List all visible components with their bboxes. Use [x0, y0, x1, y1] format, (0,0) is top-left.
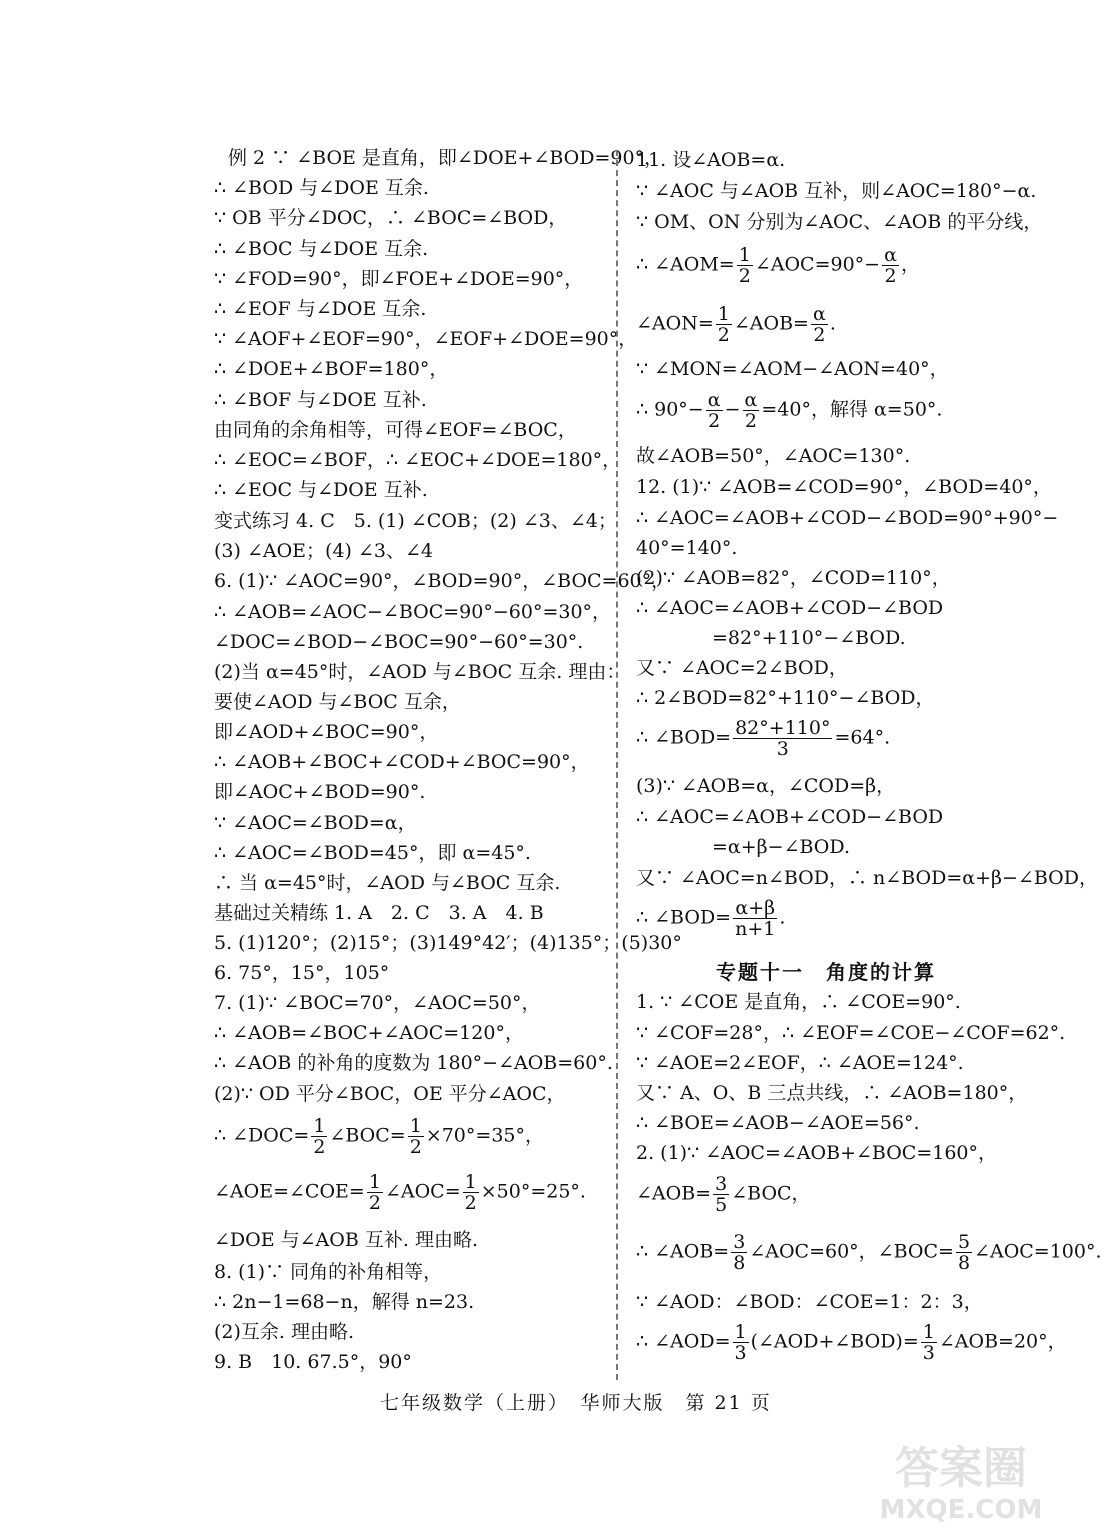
left-line: 要使∠AOD 与∠BOC 互余，: [214, 691, 461, 713]
left-line: 例 2 ∵ ∠BOE 是直角，即∠DOE+∠BOD=90°，: [228, 147, 664, 169]
left-line: ∴ 2n−1=68−n，解得 n=23.: [214, 1291, 475, 1313]
left-line: 即∠AOD+∠BOC=90°，: [214, 721, 439, 743]
right-fraction-line-aob: ∠AOB= $\frac{3}{5}$ ∠BOC，: [636, 1173, 811, 1216]
left-line: 8. (1)∵ 同角的补角相等，: [214, 1261, 443, 1283]
right-line: ∵ ∠AOD：∠BOD：∠COE=1：2：3，: [636, 1291, 983, 1313]
right-line: 12. (1)∵ ∠AOB=∠COD=90°，∠BOD=40°，: [636, 476, 1052, 498]
left-line: 由同角的余角相等，可得∠EOF=∠BOC，: [214, 419, 577, 441]
left-line: ∵ OB 平分∠DOC，∴ ∠BOC=∠BOD，: [214, 207, 568, 229]
left-line: ∴ ∠EOC=∠BOF，∴ ∠EOC+∠DOE=180°，: [214, 449, 622, 471]
right-line: (2)∵ ∠AOB=82°，∠COD=110°，: [636, 567, 951, 589]
section-title: 专题十一 角度的计算: [716, 960, 936, 984]
right-line: 2. (1)∵ ∠AOC=∠AOB+∠BOC=160°，: [636, 1142, 998, 1164]
left-line: ∴ ∠BOD 与∠DOE 互余.: [214, 177, 429, 199]
right-line: =α+β−∠BOD.: [712, 836, 850, 858]
right-line: ∴ ∠AOC=∠AOB+∠COD−∠BOD: [636, 806, 944, 828]
left-line: 即∠AOC+∠BOD=90°.: [214, 781, 426, 803]
column-divider: [616, 150, 618, 1380]
left-line: 变式练习 4. C 5. (1) ∠COB；(2) ∠3、∠4；: [214, 510, 617, 532]
left-line: ∵ ∠AOC=∠BOD=α，: [214, 812, 417, 834]
left-line: ∴ ∠BOC 与∠DOE 互余.: [214, 238, 429, 260]
left-line: ∵ ∠AOF+∠EOF=90°，∠EOF+∠DOE=90°，: [214, 328, 638, 350]
right-line: ∵ ∠MON=∠AOM−∠AON=40°，: [636, 358, 949, 380]
left-line: ∴ ∠AOC=∠BOD=45°，即 α=45°.: [214, 842, 531, 864]
left-fraction-line-2: ∠AOE=∠COE= $\frac{1}{2}$ ∠AOC= $\frac{1}{2}$ ×50°=25°.: [214, 1171, 586, 1214]
watermark-url: MXQE.COM: [879, 1495, 1043, 1525]
right-line: ∴ ∠BOE=∠AOB−∠AOE=56°.: [636, 1112, 920, 1134]
left-line: 7. (1)∵ ∠BOC=70°，∠AOC=50°，: [214, 992, 541, 1014]
left-line: ∴ ∠AOB 的补角的度数为 180°−∠AOB=60°.: [214, 1052, 613, 1074]
right-line: 又∵ ∠AOC=n∠BOD，∴ n∠BOD=α+β−∠BOD，: [636, 867, 1098, 889]
right-line: ∵ ∠AOE=2∠EOF，∴ ∠AOE=124°.: [636, 1052, 964, 1074]
right-line: 故∠AOB=50°，∠AOC=130°.: [636, 445, 911, 467]
right-line: 1. ∵ ∠COE 是直角，∴ ∠COE=90°.: [636, 991, 961, 1013]
page-footer: 七年级数学（上册） 华师大版 第 21 页: [380, 1392, 772, 1414]
left-line: (3) ∠AOE；(4) ∠3、∠4: [214, 540, 434, 562]
right-fraction-line-aom: ∴ ∠AOM= $\frac{1}{2}$ ∠AOC=90°− $\frac{\alpha}{2}$ ，: [636, 244, 920, 287]
left-line: ∴ ∠AOB=∠AOC−∠BOC=90°−60°=30°，: [214, 601, 612, 623]
left-line: (2)∵ OD 平分∠BOC，OE 平分∠AOC，: [214, 1083, 566, 1105]
right-fraction-line-bod: ∴ ∠BOD= $\frac{82^\circ+110^\circ}{3}$ =64°.: [636, 717, 891, 760]
right-fraction-line-aod: ∴ ∠AOD= $\frac{1}{3}$ (∠AOD+∠BOD)= $\frac{1}{3}$ ∠AOB=20°，: [636, 1321, 1067, 1364]
right-line: =82°+110°−∠BOD.: [712, 627, 906, 649]
right-line: ∵ ∠AOC 与∠AOB 互补，则∠AOC=180°−α.: [636, 180, 1037, 202]
right-line: 11. 设∠AOB=α.: [636, 149, 786, 171]
right-line: ∴ 2∠BOD=82°+110°−∠BOD，: [636, 687, 935, 709]
right-line: 又∵ A、O、B 三点共线，∴ ∠AOB=180°，: [636, 1082, 1028, 1104]
right-fraction-line-aob-boc: ∴ ∠AOB= $\frac{3}{8}$ ∠AOC=60°，∠BOC= $\frac{5}{8}$ ∠AOC=100°.: [636, 1231, 1102, 1274]
left-line: ∴ 当 α=45°时，∠AOD 与∠BOC 互余.: [214, 872, 561, 894]
left-line: 基础过关精练 1. A 2. C 3. A 4. B: [214, 902, 544, 924]
right-line: ∵ OM、ON 分别为∠AOC、∠AOB 的平分线，: [636, 211, 1043, 233]
left-line: ∴ ∠AOB=∠BOC+∠AOC=120°，: [214, 1022, 524, 1044]
watermark-text: 答案圈: [895, 1443, 1027, 1494]
right-line: 40°=140°.: [636, 537, 738, 559]
left-line: (2)当 α=45°时，∠AOD 与∠BOC 互余. 理由：: [214, 661, 626, 683]
right-fraction-line-aon: ∠AON= $\frac{1}{2}$ ∠AOB= $\frac{\alpha}{2}$ .: [636, 303, 836, 346]
right-fraction-line-alpha: ∴ 90°− $\frac{\alpha}{2}$ − $\frac{\alpha}{2}$ =40°，解得 α=50°.: [636, 389, 943, 432]
left-line: ∴ ∠AOB+∠BOC+∠COD+∠BOC=90°，: [214, 751, 590, 773]
left-line: ∴ ∠BOF 与∠DOE 互补.: [214, 389, 427, 411]
left-line: ∴ ∠DOE+∠BOF=180°，: [214, 358, 449, 380]
right-fraction-line-bod-general: ∴ ∠BOD= $\frac{\alpha+\beta}{n+1}$ .: [636, 897, 786, 940]
left-line: 5. (1)120°；(2)15°；(3)149°42′；(4)135°；(5)30°: [214, 932, 682, 954]
right-line: 又∵ ∠AOC=2∠BOD，: [636, 657, 848, 679]
right-line: (3)∵ ∠AOB=α，∠COD=β，: [636, 775, 896, 797]
right-line: ∴ ∠AOC=∠AOB+∠COD−∠BOD: [636, 597, 944, 619]
left-line: 6. (1)∵ ∠AOC=90°，∠BOD=90°，∠BOC=60°，: [214, 570, 671, 592]
watermark-logo: [861, 1428, 1061, 1528]
left-line: ∴ ∠EOF 与∠DOE 互余.: [214, 298, 427, 320]
right-line: ∵ ∠COF=28°，∴ ∠EOF=∠COE−∠COF=62°.: [636, 1022, 1066, 1044]
left-line: ∠DOE 与∠AOB 互补. 理由略.: [214, 1229, 478, 1251]
left-fraction-line-1: ∴ ∠DOC= $\frac{1}{2}$ ∠BOC= $\frac{1}{2}$ ×70°=35°，: [214, 1115, 544, 1158]
left-line: 9. B 10. 67.5°，90°: [214, 1351, 412, 1373]
left-line: (2)互余. 理由略.: [214, 1321, 355, 1343]
left-line: ∵ ∠FOD=90°，即∠FOE+∠DOE=90°，: [214, 268, 584, 290]
left-line: ∴ ∠EOC 与∠DOE 互补.: [214, 479, 428, 501]
right-line: ∴ ∠AOC=∠AOB+∠COD−∠BOD=90°+90°−: [636, 507, 1059, 529]
left-line: 6. 75°，15°，105°: [214, 962, 390, 984]
left-line: ∠DOC=∠BOD−∠BOC=90°−60°=30°.: [214, 631, 584, 653]
